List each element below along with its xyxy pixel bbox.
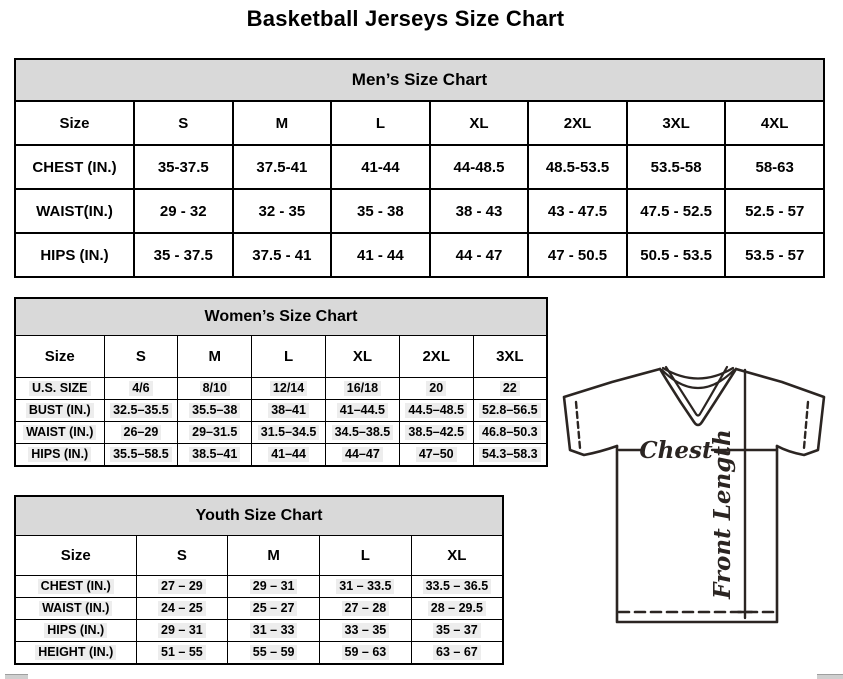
table-cell: 4/6 <box>104 378 178 400</box>
table-cell: 32 - 35 <box>233 189 332 233</box>
row-label: WAIST(IN.) <box>15 189 134 233</box>
table-cell: 8/10 <box>178 378 252 400</box>
column-header: S <box>134 101 233 145</box>
table-cell: 28 – 29.5 <box>411 598 503 620</box>
table-cell: 44.5–48.5 <box>399 400 473 422</box>
row-label: HIPS (IN.) <box>15 444 104 467</box>
size-table-grid <box>14 58 825 278</box>
table-cell: 58-63 <box>725 145 824 189</box>
table-cell: 29 – 31 <box>136 620 228 642</box>
table-cell: 47–50 <box>399 444 473 467</box>
table-row <box>15 233 824 277</box>
table-row <box>15 145 824 189</box>
column-header: L <box>331 101 430 145</box>
size-table-grid <box>14 495 504 665</box>
table-cell: 34.5–38.5 <box>325 422 399 444</box>
front-length-measurement-label: Front Length <box>709 429 736 599</box>
table-cell: 26–29 <box>104 422 178 444</box>
table-cell: 55 – 59 <box>228 642 320 665</box>
column-header: M <box>228 536 320 576</box>
column-header: L <box>252 336 326 378</box>
table-cell: 43 - 47.5 <box>528 189 627 233</box>
page-title: Basketball Jerseys Size Chart <box>246 6 565 31</box>
column-header: XL <box>411 536 503 576</box>
column-header: 2XL <box>528 101 627 145</box>
table-cell: 41–44.5 <box>325 400 399 422</box>
scrollbar-fragment-right[interactable] <box>817 674 843 679</box>
table-cell: 12/14 <box>252 378 326 400</box>
table-cell: 63 – 67 <box>411 642 503 665</box>
row-label: WAIST (IN.) <box>15 422 104 444</box>
table-row <box>15 620 503 642</box>
column-header: Size <box>15 336 104 378</box>
table-cell: 41–44 <box>252 444 326 467</box>
table-cell: 29–31.5 <box>178 422 252 444</box>
table-cell: 38.5–42.5 <box>399 422 473 444</box>
table-row <box>15 576 503 598</box>
row-label: HEIGHT (IN.) <box>15 642 136 665</box>
jersey-outline-icon <box>556 362 828 628</box>
table-cell: 44-48.5 <box>430 145 529 189</box>
table-cell: 41 - 44 <box>331 233 430 277</box>
column-header: 4XL <box>725 101 824 145</box>
table-cell: 31 – 33 <box>228 620 320 642</box>
table-cell: 35 - 38 <box>331 189 430 233</box>
womens-size-chart-table <box>14 297 548 467</box>
table-cell: 27 – 29 <box>136 576 228 598</box>
table-row <box>15 642 503 665</box>
table-cell: 53.5 - 57 <box>725 233 824 277</box>
table-cell: 29 - 32 <box>134 189 233 233</box>
table-cell: 38.5–41 <box>178 444 252 467</box>
table-cell: 52.8–56.5 <box>473 400 547 422</box>
table-title: Women’s Size Chart <box>15 298 547 336</box>
column-header: L <box>320 536 412 576</box>
table-cell: 33 – 35 <box>320 620 412 642</box>
table-cell: 59 – 63 <box>320 642 412 665</box>
size-table-grid <box>14 297 548 467</box>
table-cell: 35.5–38 <box>178 400 252 422</box>
table-cell: 27 – 28 <box>320 598 412 620</box>
table-cell: 37.5-41 <box>233 145 332 189</box>
table-row <box>15 422 547 444</box>
column-header: M <box>178 336 252 378</box>
table-cell: 24 – 25 <box>136 598 228 620</box>
table-cell: 31.5–34.5 <box>252 422 326 444</box>
row-label: U.S. SIZE <box>15 378 104 400</box>
column-header: S <box>136 536 228 576</box>
table-cell: 47.5 - 52.5 <box>627 189 726 233</box>
table-cell: 29 – 31 <box>228 576 320 598</box>
column-header: 3XL <box>627 101 726 145</box>
table-cell: 46.8–50.3 <box>473 422 547 444</box>
mens-size-chart-table <box>14 58 825 278</box>
table-cell: 48.5-53.5 <box>528 145 627 189</box>
table-cell: 22 <box>473 378 547 400</box>
column-header: 2XL <box>399 336 473 378</box>
table-title: Men’s Size Chart <box>15 59 824 101</box>
table-cell: 35.5–58.5 <box>104 444 178 467</box>
table-cell: 25 – 27 <box>228 598 320 620</box>
table-cell: 35-37.5 <box>134 145 233 189</box>
table-cell: 38 - 43 <box>430 189 529 233</box>
table-row <box>15 400 547 422</box>
table-cell: 54.3–58.3 <box>473 444 547 467</box>
row-label: BUST (IN.) <box>15 400 104 422</box>
table-cell: 31 – 33.5 <box>320 576 412 598</box>
table-cell: 44–47 <box>325 444 399 467</box>
table-row <box>15 378 547 400</box>
jersey-measurement-diagram <box>556 362 828 628</box>
table-cell: 37.5 - 41 <box>233 233 332 277</box>
table-cell: 51 – 55 <box>136 642 228 665</box>
column-header: M <box>233 101 332 145</box>
table-cell: 47 - 50.5 <box>528 233 627 277</box>
table-cell: 52.5 - 57 <box>725 189 824 233</box>
youth-size-chart-table <box>14 495 504 665</box>
table-cell: 53.5-58 <box>627 145 726 189</box>
table-cell: 38–41 <box>252 400 326 422</box>
column-header: Size <box>15 101 134 145</box>
table-cell: 35 - 37.5 <box>134 233 233 277</box>
row-label: CHEST (IN.) <box>15 145 134 189</box>
table-title: Youth Size Chart <box>15 496 503 536</box>
table-cell: 20 <box>399 378 473 400</box>
row-label: HIPS (IN.) <box>15 620 136 642</box>
row-label: WAIST (IN.) <box>15 598 136 620</box>
row-label: HIPS (IN.) <box>15 233 134 277</box>
table-row <box>15 444 547 467</box>
table-row <box>15 189 824 233</box>
column-header: S <box>104 336 178 378</box>
table-cell: 32.5–35.5 <box>104 400 178 422</box>
column-header: XL <box>325 336 399 378</box>
table-cell: 33.5 – 36.5 <box>411 576 503 598</box>
column-header: 3XL <box>473 336 547 378</box>
table-cell: 16/18 <box>325 378 399 400</box>
scrollbar-fragment-left[interactable] <box>5 674 28 679</box>
chest-measurement-label: Chest <box>639 437 713 464</box>
row-label: CHEST (IN.) <box>15 576 136 598</box>
table-cell: 44 - 47 <box>430 233 529 277</box>
column-header: Size <box>15 536 136 576</box>
table-cell: 41-44 <box>331 145 430 189</box>
table-cell: 50.5 - 53.5 <box>627 233 726 277</box>
table-row <box>15 598 503 620</box>
table-cell: 35 – 37 <box>411 620 503 642</box>
column-header: XL <box>430 101 529 145</box>
